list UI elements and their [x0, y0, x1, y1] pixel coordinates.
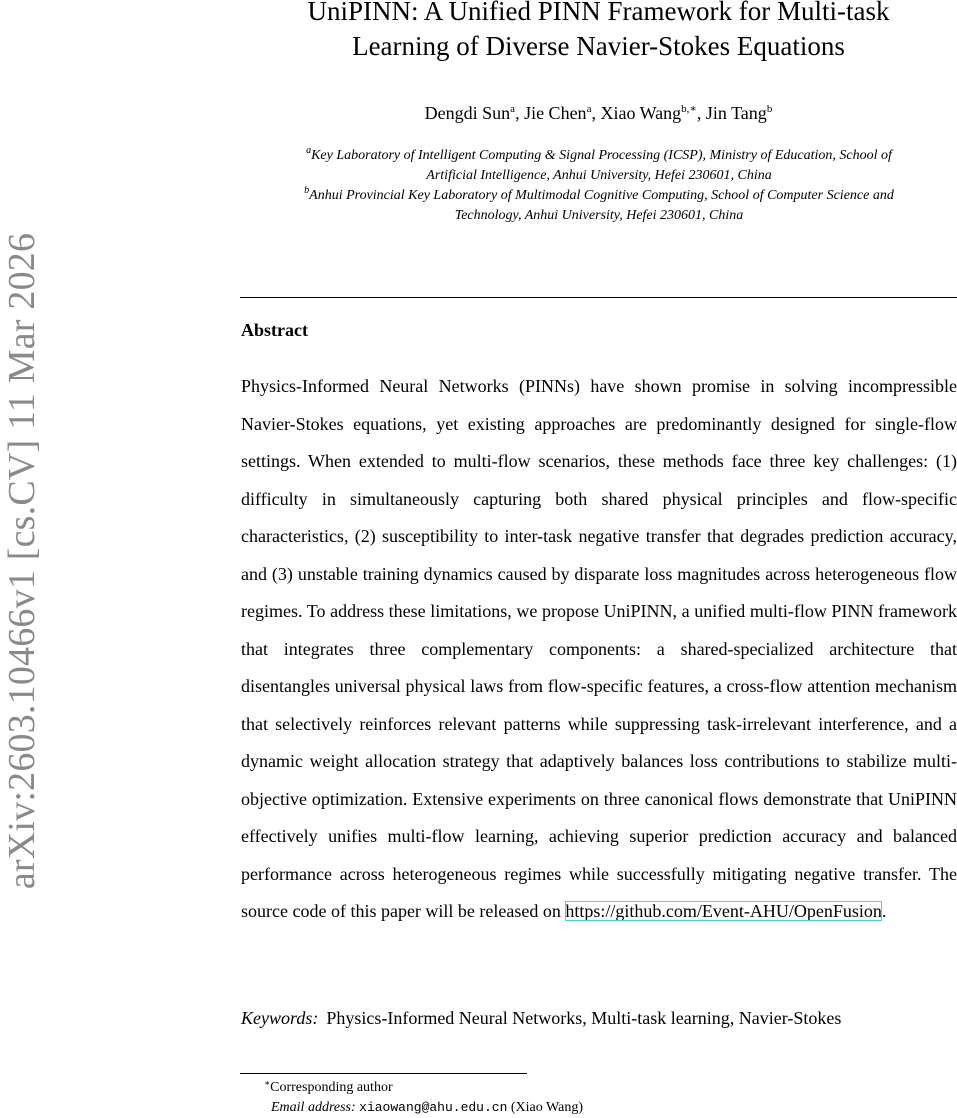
author-name: Jin Tang	[705, 103, 767, 123]
affiliation-text: Anhui Provincial Key Laboratory of Multimodal Cognitive Computing, School of Computer Science and	[309, 188, 894, 203]
section-divider	[240, 297, 957, 298]
footnote-mark: ∗	[264, 1078, 271, 1088]
affiliation-mark: a	[306, 145, 312, 156]
author-name: Xiao Wang	[600, 103, 682, 123]
affiliation-b-line-2: Technology, Anhui University, Hefei 230601, China	[454, 208, 744, 223]
email-owner: (Xiao Wang)	[510, 1100, 583, 1115]
keywords-text: Physics-Informed Neural Networks, Multi-task learning, Navier-Stokes	[326, 1008, 842, 1028]
author-list	[240, 102, 957, 124]
affiliation-b-line-1	[244, 186, 954, 206]
author-affiliation-mark: a	[586, 103, 592, 115]
title-line-2: Learning of Diverse Navier-Stokes Equations	[352, 31, 845, 61]
footnote	[264, 1078, 583, 1118]
affiliation-list	[244, 146, 954, 226]
author-separator: ,	[696, 103, 706, 123]
author-affiliation-mark: a	[510, 103, 516, 115]
affiliation-mark: b	[304, 185, 310, 196]
corresponding-author-note	[264, 1078, 583, 1098]
author-affiliation-mark: b	[766, 103, 773, 115]
abstract-body-text: Physics-Informed Neural Networks (PINNs) have shown promise in solving incompressible Navier-Stokes equations, yet existing approaches are predominantly designed for single-flow settings. When extended to multi-flow scenarios, these methods face three key challenges: (1) difficulty in simultaneously capturing both shared physical principles and flow-specific characteristics, (2) susceptibility to inter-task negative transfer that degrades prediction accuracy, and (3) unstable training dynamics caused by disparate loss magnitudes across heterogeneous flow regimes. To address these limitations, we propose UniPINN, a unified multi-flow PINN framework that integrates three complementary components: a shared-specialized architecture that disentangles universal physical laws from flow-specific features, a cross-flow attention mechanism that selectively reinforces relevant patterns while suppressing task-irrelevant interference, and a dynamic weight allocation strategy that adaptively balances loss contributions to stabilize multi-objective optimization. Extensive experiments on three canonical flows demonstrate that UniPINN effectively unifies multi-flow learning, achieving superior prediction accuracy and balanced performance across heterogeneous regimes while successfully mitigating negative transfer. The source code of this paper will be released on	[241, 376, 957, 921]
author-name: Jie Chen	[524, 103, 587, 123]
footnote-divider	[240, 1073, 527, 1074]
author-name: Dengdi Sun	[424, 103, 511, 123]
corresponding-author-text: Corresponding author	[270, 1080, 393, 1095]
keywords	[241, 1006, 841, 1030]
paper-title	[240, 0, 957, 64]
arxiv-side-stamp	[0, 0, 43, 1117]
email-note	[264, 1098, 583, 1118]
author-affiliation-mark: b,∗	[681, 103, 697, 115]
affiliation-a-line-2: Artificial Intelligence, Anhui University, Hefei 230601, China	[426, 168, 772, 183]
affiliation-a-line-1	[244, 146, 954, 166]
email-address[interactable]: xiaowang@ahu.edu.cn	[359, 1100, 508, 1115]
abstract-text	[241, 368, 957, 931]
source-code-link[interactable]: https://github.com/Event-AHU/OpenFusion	[565, 901, 882, 921]
keywords-label: Keywords:	[241, 1008, 319, 1028]
author-separator: ,	[515, 103, 525, 123]
abstract-heading: Abstract	[241, 320, 308, 340]
author-separator: ,	[591, 103, 601, 123]
title-line-1: UniPINN: A Unified PINN Framework for Multi-task	[307, 0, 890, 26]
affiliation-text: Key Laboratory of Intelligent Computing & Signal Processing (ICSP), Ministry of Education, School of	[311, 148, 892, 163]
arxiv-identifier: arXiv:2603.10466v1 [cs.CV] 11 Mar 2026	[1, 232, 43, 890]
email-label: Email address:	[271, 1100, 356, 1115]
abstract-end-punctuation: .	[881, 901, 887, 921]
